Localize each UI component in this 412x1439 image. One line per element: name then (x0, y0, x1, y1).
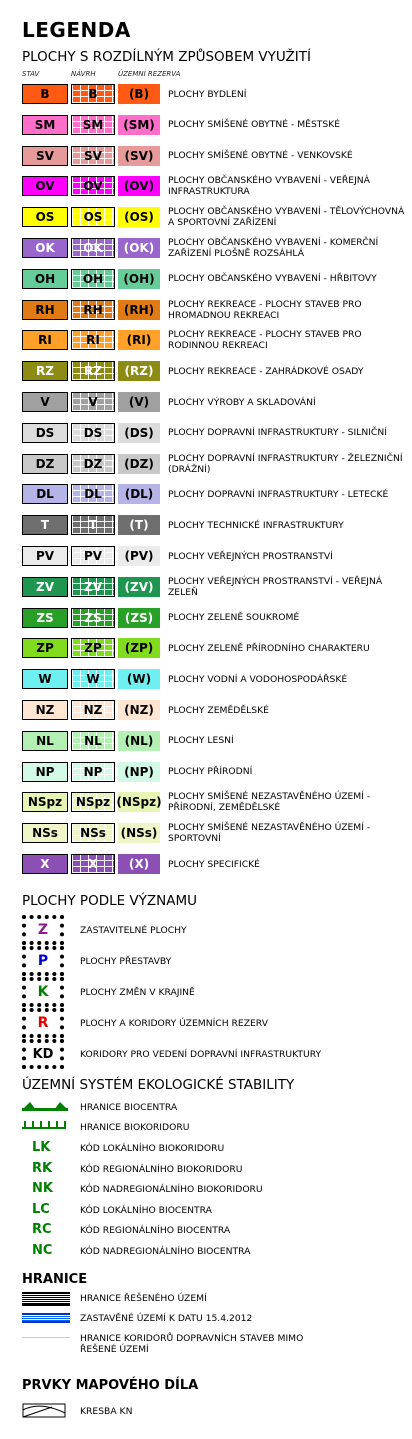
legend-row (0, 174, 412, 198)
uses-code: RK (32, 1160, 53, 1176)
significance-description: PLOCHY A KORIDORY ÚZEMNÍCH REZERV (80, 1018, 268, 1029)
legend-row-description: PLOCHY DOPRAVNÍ INFRASTRUKTURY - SILNIČNÍ (168, 427, 387, 439)
legend-row (0, 267, 412, 291)
swatch-proposed (71, 484, 115, 504)
legend-row-description: PLOCHY SMÍŠENÉ OBYTNÉ - VENKOVSKÉ (168, 150, 353, 162)
swatch-proposed (71, 823, 115, 843)
legend-row-description: PLOCHY ZEMĚDĚLSKÉ (168, 704, 269, 716)
swatch-proposed-label: NZ (83, 703, 103, 717)
section-heading-uses: ÚZEMNÍ SYSTÉM EKOLOGICKÉ STABILITY (22, 1077, 295, 1093)
swatch-proposed-label: NP (83, 764, 103, 779)
legend-row (0, 205, 412, 229)
swatch-proposed (71, 577, 115, 597)
swatch-reserve: (RZ) (118, 361, 160, 381)
uses-line-description: HRANICE BIOKORIDORU (80, 1122, 190, 1133)
swatch-proposed-label: T (88, 518, 98, 533)
swatch-proposed-label: RZ (84, 364, 102, 379)
swatch-reserve: (X) (118, 854, 160, 874)
legend-row (0, 760, 412, 784)
swatch-proposed (71, 669, 115, 689)
swatch-existing: RI (22, 330, 68, 350)
swatch-existing: ZV (22, 577, 68, 597)
legend-row-description: PLOCHY SMÍŠENÉ OBYTNÉ - MĚSTSKÉ (168, 119, 341, 131)
dotted-frame-letter: Z (22, 915, 64, 945)
swatch-proposed-label: ZV (84, 579, 102, 594)
legend-row (0, 298, 412, 322)
legend-row-description: PLOCHY REKREACE - ZAHRÁDKOVÉ OSADY (168, 365, 364, 377)
swatch-proposed-label: SV (84, 148, 102, 163)
dotted-frame-symbol (22, 977, 64, 1007)
swatch-proposed (71, 115, 115, 135)
legend-row (0, 359, 412, 383)
dotted-frame-letter: R (22, 1008, 64, 1038)
col-header-rezerva: ÚZEMNÍ REZERVA (118, 70, 181, 78)
swatch-reserve: (RH) (118, 300, 160, 320)
swatch-existing: T (22, 515, 68, 535)
swatch-reserve: (SM) (118, 115, 160, 135)
legend-row-description: PLOCHY OBČANSKÉHO VYBAVENÍ - KOMERČNÍ ZAŘÍZENÍ PLOŠNĚ ROZSÁHLÁ (168, 237, 379, 259)
swatch-proposed-label: NSpz (75, 795, 111, 810)
swatch-existing: ZS (22, 608, 68, 628)
swatch-proposed (71, 423, 115, 443)
swatch-proposed-label: DL (84, 487, 102, 502)
legend-row (0, 482, 412, 506)
biocorridor-boundary-symbol (20, 1119, 70, 1131)
section-heading-hranice: HRANICE (22, 1272, 88, 1287)
swatch-existing: OV (22, 176, 68, 196)
legend-row-description: PLOCHY BYDLENÍ (168, 88, 247, 100)
section-heading-map-elements: PRVKY MAPOVÉHO DÍLA (22, 1378, 199, 1393)
dotted-frame-letter: K (22, 977, 64, 1007)
uses-code-description: KÓD REGIONÁLNÍHO BIOCENTRA (80, 1225, 231, 1236)
swatch-existing: V (22, 392, 68, 412)
legend-row-description: PLOCHY REKREACE - PLOCHY STAVEB PRO RODINNOU REKREACI (168, 329, 362, 352)
dotted-frame-letter: P (22, 946, 64, 976)
legend-row-description: PLOCHY VÝROBY A SKLADOVÁNÍ (168, 396, 316, 408)
swatch-proposed (71, 207, 115, 227)
legend-row (0, 82, 412, 106)
section-heading-landuse: PLOCHY S ROZDÍLNÝM ZPŮSOBEM VYUŽITÍ (22, 49, 311, 65)
swatch-proposed-label: PV (83, 549, 103, 563)
legend-row-description: PLOCHY ZELENĚ SOUKROMÉ (168, 612, 300, 624)
swatch-existing: NSs (22, 823, 68, 843)
legend-row (0, 328, 412, 352)
legend-row-description: PLOCHY VODNÍ A VODOHOSPODÁŘSKÉ (168, 673, 348, 685)
swatch-proposed-label: OS (83, 210, 103, 225)
swatch-existing: RH (22, 300, 68, 320)
swatch-proposed-label: B (88, 87, 98, 101)
swatch-reserve: (OV) (118, 176, 160, 196)
built-up-area-symbol (22, 1313, 70, 1323)
swatch-existing: NSpz (22, 792, 68, 812)
swatch-proposed (71, 546, 115, 566)
swatch-proposed-label: DZ (83, 456, 103, 471)
legend-row-description: PLOCHY SMÍŠENÉ NEZASTAVĚNÉHO ÚZEMÍ - PŘÍRODNÍ, ZEMĚDĚLSKÉ (168, 791, 371, 814)
swatch-reserve: (OS) (118, 207, 160, 227)
legend-row (0, 729, 412, 753)
legend-row-description: PLOCHY REKREACE - PLOCHY STAVEB PRO HROMADNOU REKREACI (168, 298, 362, 321)
significance-description: PLOCHY ZMĚN V KRAJINĚ (80, 987, 195, 998)
swatch-proposed (71, 238, 115, 258)
swatch-reserve: (DZ) (118, 454, 160, 474)
swatch-reserve: (ZS) (118, 608, 160, 628)
uses-code: NC (32, 1242, 53, 1258)
swatch-existing: OK (22, 238, 68, 258)
legend-title: LEGENDA (22, 18, 131, 42)
swatch-proposed-label: NL (84, 733, 102, 748)
swatch-proposed-label: RI (86, 333, 100, 348)
swatch-existing: NZ (22, 700, 68, 720)
uses-code-description: KÓD NADREGIONÁLNÍHO BIOKORIDORU (80, 1184, 263, 1195)
legend-row-description: PLOCHY OBČANSKÉHO VYBAVENÍ - TĚLOVÝCHOVNÁ A SPORTOVNÍ ZAŘÍZENÍ (168, 206, 405, 229)
legend-row (0, 698, 412, 722)
swatch-existing: ZP (22, 638, 68, 658)
swatch-proposed-label: OV (83, 179, 103, 194)
legend-row (0, 667, 412, 691)
swatch-existing: RZ (22, 361, 68, 381)
legend-row-description: PLOCHY SMÍŠENÉ NEZASTAVĚNÉHO ÚZEMÍ - SPORTOVNÍ (168, 822, 371, 845)
swatch-existing: OH (22, 269, 68, 289)
swatch-proposed-label: OK (83, 241, 103, 255)
biocentre-boundary-symbol (20, 1098, 70, 1112)
uses-code-description: KÓD LOKÁLNÍHO BIOCENTRA (80, 1204, 212, 1216)
significance-description: ZASTAVITELNÉ PLOCHY (80, 925, 187, 936)
uses-code-description: KÓD LOKÁLNÍHO BIOKORIDORU (80, 1143, 225, 1154)
swatch-reserve: (ZV) (118, 577, 160, 597)
swatch-reserve: (NSs) (118, 823, 160, 843)
swatch-reserve: (W) (118, 669, 160, 689)
swatch-proposed (71, 762, 115, 782)
significance-description: KORIDORY PRO VEDENÍ DOPRAVNÍ INFRASTRUKTURY (80, 1049, 322, 1060)
map-element-description: KRESBA KN (80, 1406, 133, 1417)
swatch-proposed (71, 454, 115, 474)
dotted-frame-symbol (22, 915, 64, 945)
swatch-existing: DS (22, 423, 68, 443)
col-header-stav: STAV (22, 70, 40, 78)
legend-row (0, 575, 412, 599)
swatch-proposed (71, 515, 115, 535)
uses-code-description: KÓD NADREGIONÁLNÍHO BIOCENTRA (80, 1245, 251, 1257)
legend-row (0, 236, 412, 260)
swatch-proposed-label: SM (82, 117, 104, 132)
swatch-proposed-label: OH (82, 271, 104, 286)
swatch-proposed (71, 330, 115, 350)
legend-row (0, 513, 412, 537)
swatch-reserve: (V) (118, 392, 160, 412)
swatch-reserve: (NSpz) (118, 792, 160, 812)
swatch-proposed-label: DS (83, 425, 103, 440)
swatch-proposed (71, 792, 115, 812)
legend-row (0, 452, 412, 476)
uses-code: LC (32, 1201, 50, 1217)
swatch-proposed (71, 608, 115, 628)
solved-area-boundary-symbol (22, 1292, 70, 1306)
legend-row (0, 544, 412, 568)
swatch-existing: W (22, 669, 68, 689)
swatch-proposed (71, 361, 115, 381)
swatch-proposed (71, 392, 115, 412)
transport-corridor-boundary-symbol (22, 1337, 70, 1338)
cadastral-drawing-symbol (22, 1403, 68, 1419)
boundary-description: ZASTAVĚNÉ ÚZEMÍ K DATU 15.4.2012 (80, 1313, 253, 1324)
uses-code: NK (32, 1181, 53, 1196)
uses-line-description: HRANICE BIOCENTRA (80, 1102, 178, 1113)
swatch-proposed (71, 176, 115, 196)
legend-row (0, 821, 412, 845)
swatch-existing: X (22, 854, 68, 874)
legend-row (0, 144, 412, 168)
legend-row-description: PLOCHY OBČANSKÉHO VYBAVENÍ - HŘBITOVY (168, 273, 377, 285)
legend-row-description: PLOCHY ZELENĚ PŘÍRODNÍHO CHARAKTERU (168, 642, 370, 654)
col-header-navrh: NÁVRH (71, 70, 96, 78)
legend-row (0, 421, 412, 445)
boundary-description: HRANICE KORIDORŮ DOPRAVNÍCH STAVEB MIMO ŘEŠENÉ ÚZEMÍ (80, 1333, 304, 1355)
swatch-proposed (71, 269, 115, 289)
swatch-reserve: (T) (118, 515, 160, 535)
swatch-existing: DL (22, 484, 68, 504)
legend-row-description: PLOCHY LESNÍ (168, 735, 234, 747)
uses-code: LK (32, 1140, 51, 1155)
swatch-existing: DZ (22, 454, 68, 474)
swatch-existing: B (22, 84, 68, 104)
significance-description: PLOCHY PŘESTAVBY (80, 956, 172, 967)
swatch-reserve: (OK) (118, 238, 160, 258)
swatch-proposed (71, 638, 115, 658)
swatch-proposed (71, 731, 115, 751)
boundary-description: HRANICE ŘEŠENÉHO ÚZEMÍ (80, 1293, 207, 1304)
legend-row-description: PLOCHY DOPRAVNÍ INFRASTRUKTURY - ŽELEZNIČNÍ (DRÁŽNÍ) (168, 452, 403, 475)
dotted-frame-symbol (22, 946, 64, 976)
dotted-frame-letter: KD (22, 1039, 64, 1069)
legend-row-description: PLOCHY TECHNICKÉ INFRASTRUKTURY (168, 519, 344, 531)
swatch-proposed (71, 854, 115, 874)
swatch-reserve: (DS) (118, 423, 160, 443)
uses-code: RC (32, 1222, 52, 1237)
swatch-reserve: (RI) (118, 330, 160, 350)
swatch-proposed-label: ZP (84, 641, 102, 656)
legend-row-description: PLOCHY VEŘEJNÝCH PROSTRANSTVÍ - VEŘEJNÁ ZELEŇ (168, 575, 383, 598)
swatch-existing: OS (22, 207, 68, 227)
swatch-reserve: (DL) (118, 484, 160, 504)
legend-row-description: PLOCHY SPECIFICKÉ (168, 858, 260, 870)
swatch-proposed-label: NSs (80, 826, 106, 841)
swatch-proposed-label: W (86, 672, 100, 687)
swatch-reserve: (NL) (118, 731, 160, 751)
legend-row (0, 852, 412, 876)
swatch-reserve: (NP) (118, 762, 160, 782)
legend-row-description: PLOCHY DOPRAVNÍ INFRASTRUKTURY - LETECKÉ (168, 488, 389, 500)
swatch-proposed-label: ZS (84, 610, 102, 625)
legend-row (0, 113, 412, 137)
dotted-frame-symbol (22, 1039, 64, 1069)
swatch-existing: SV (22, 146, 68, 166)
swatch-proposed-label: RH (83, 302, 103, 317)
swatch-reserve: (OH) (118, 269, 160, 289)
swatch-reserve: (NZ) (118, 700, 160, 720)
swatch-existing: NL (22, 731, 68, 751)
swatch-proposed-label: V (88, 395, 98, 409)
swatch-reserve: (ZP) (118, 638, 160, 658)
swatch-reserve: (B) (118, 84, 160, 104)
legend-row-description: PLOCHY VEŘEJNÝCH PROSTRANSTVÍ (168, 550, 333, 562)
swatch-proposed (71, 700, 115, 720)
swatch-existing: SM (22, 115, 68, 135)
legend-row (0, 606, 412, 630)
dotted-frame-symbol (22, 1008, 64, 1038)
swatch-reserve: (SV) (118, 146, 160, 166)
uses-code-description: KÓD REGIONÁLNÍHO BIOKORIDORU (80, 1163, 243, 1175)
swatch-existing: NP (22, 762, 68, 782)
swatch-proposed (71, 146, 115, 166)
swatch-proposed (71, 84, 115, 104)
section-heading-significance: PLOCHY PODLE VÝZNAMU (22, 893, 198, 909)
swatch-reserve: (PV) (118, 546, 160, 566)
swatch-proposed-label: X (88, 857, 98, 871)
legend-row-description: PLOCHY PŘÍRODNÍ (168, 766, 253, 778)
swatch-proposed (71, 300, 115, 320)
legend-row (0, 390, 412, 414)
swatch-existing: PV (22, 546, 68, 566)
legend-row (0, 636, 412, 660)
legend-row-description: PLOCHY OBČANSKÉHO VYBAVENÍ - VEŘEJNÁ INFRASTRUKTURA (168, 175, 370, 198)
legend-row (0, 790, 412, 814)
